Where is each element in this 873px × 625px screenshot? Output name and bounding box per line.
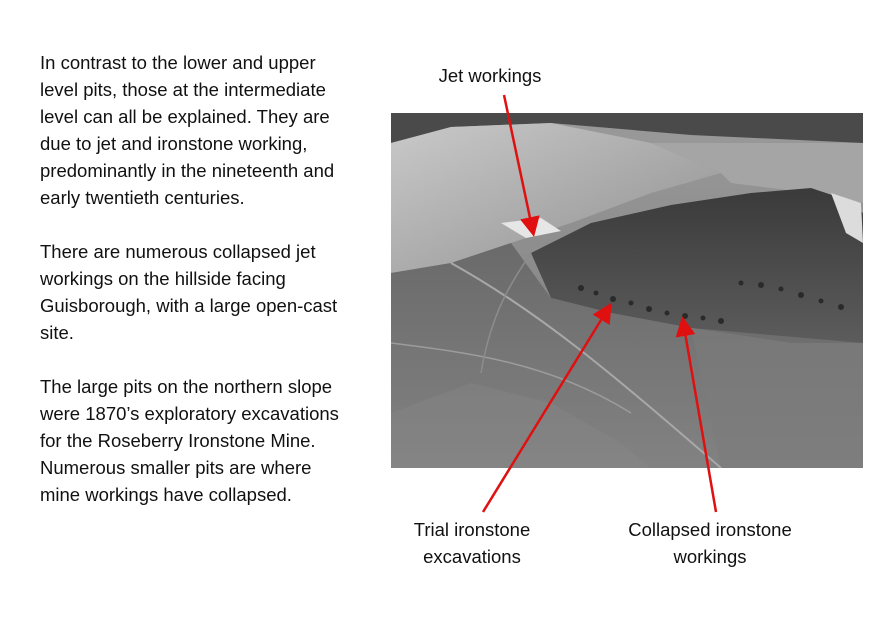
label-jet-workings-text: Jet workings (438, 65, 542, 86)
label-collapsed-line1: Collapsed ironstone (628, 519, 792, 540)
label-jet-workings (400, 62, 580, 89)
label-trial-line2: excavations (423, 546, 521, 567)
paragraph-exploratory-excavations: The large pits on the northern slope were 1870’s exploratory excavations for the Roseberry Ironstone Mine. Numerous smaller pits are where mine workings have collapsed. (40, 376, 339, 505)
label-trial-line1: Trial ironstone (413, 519, 531, 540)
label-collapsed-ironstone (600, 516, 820, 570)
label-trial-ironstone (392, 516, 552, 570)
paragraph-intermediate-pits: In contrast to the lower and upper level pits, those at the intermediate level can all be explained. They are due to jet and ironstone working, predominantly in the nineteenth and early twentieth centuries. (40, 52, 335, 208)
body-text (40, 49, 350, 535)
label-collapsed-line2: workings (673, 546, 747, 567)
aerial-photo-roseberry (391, 113, 863, 468)
paragraph-jet-workings: There are numerous collapsed jet workings on the hillside facing Guisborough, with a large open-cast site. (40, 241, 338, 343)
